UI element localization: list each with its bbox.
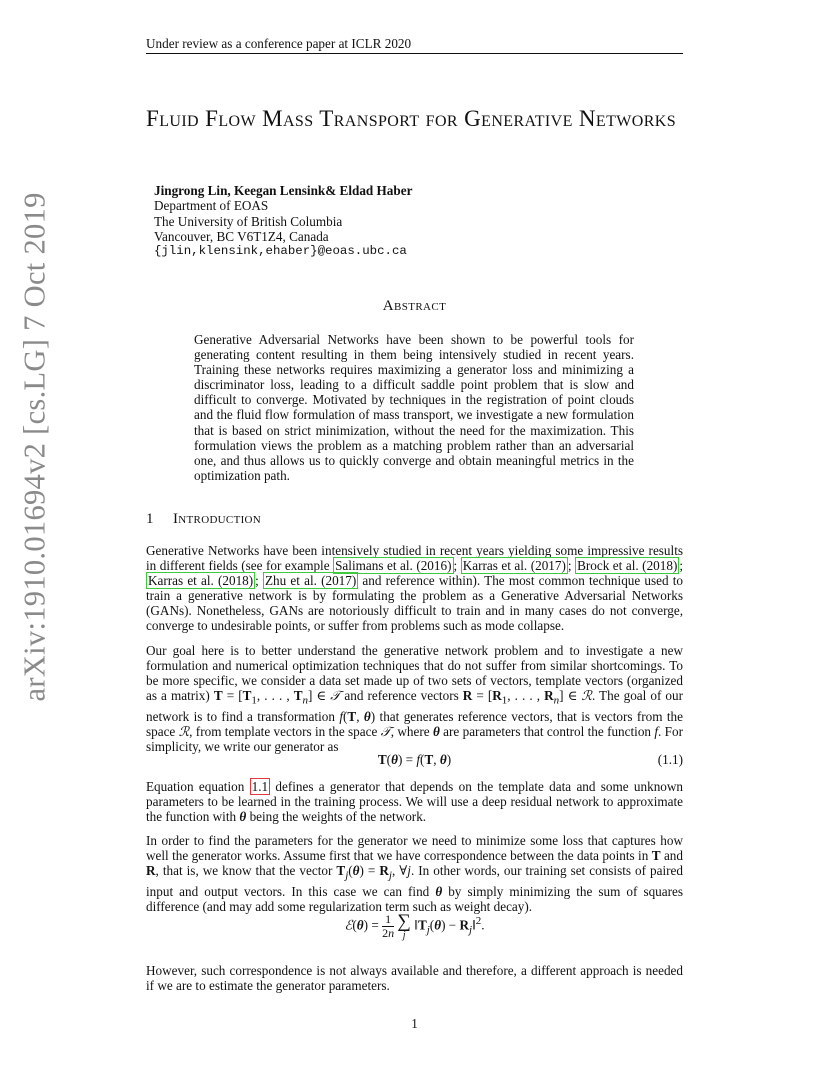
author-names: Jingrong Lin, Keegan Lensink& Eldad Haber xyxy=(154,183,413,198)
abstract-heading: Abstract xyxy=(382,298,447,314)
paper-title: Fluid Flow Mass Transport for Generative Networks xyxy=(146,106,677,131)
equation-label: (1.1) xyxy=(657,752,683,767)
header-rule xyxy=(146,53,683,54)
section-title: Introduction xyxy=(173,511,262,527)
section-heading xyxy=(146,511,261,528)
intro-paragraph-2: Our goal here is to better understand the generative network problem and to investigate a new formulation and numerical optimization techniques that do not suffer from similar shortcomings. To be more specific, we consider a data set made up of two sets of vectors, template vectors (organized as a matrix) $T = [T_1$, . . . , $T_n$] ∈ 𝒯 and reference vectors $R = [R_1$, . . . , $R_n$] ∈ ℛ. The goal of our network is to find a transformation f(T, θ) that generates reference vectors, that is vectors from the space ℛ, from template vectors in the space 𝒯, where θ are parameters that control the function f. For simplicity, we write our generator as xyxy=(146,643,684,755)
author-address: Vancouver, BC V6T1Z4, Canada xyxy=(154,228,329,244)
intro-paragraph-1: Generative Networks have been intensively studied in recent years yielding some impressive results in different fields (see for example Salimans et al. (2016) ; Karras et al. (2017) ; Brock et al. (2018) ; Karras et al. (2018) ; Zhu et al. (2017) and reference within). The most common technique used to train a generative network is by formulating the problem as a Generative Adversarial Networks (GANs). Nonetheless, GANs are notoriously difficult to train and in many cases do not converge, converge to undesirable points, or suffer from problems such as mode collapse. xyxy=(146,543,684,634)
author-email: {jlin,klensink,ehaber}@eoas.ubc.ca xyxy=(154,244,407,259)
intro-paragraph-3: Equation equation 1.1 defines a generator that depends on the template data and some unknown parameters to be learned in the training process. We will use a deep residual network to approximate the function with θ being the weights of the network. xyxy=(146,779,683,825)
abstract-text: Generative Adversarial Networks have been shown to be powerful tools for generating content resulting in them being intensively studied in recent years. Training these networks requires maximizing a generator loss and minimizing a discriminator loss, leading to a difficult saddle point problem that is slow and difficult to converge. Motivated by techniques in the registration of point clouds and the fluid flow formulation of mass transport, we investigate a new formulation that is based on strict minimization, without the need for the maximization. This formulation views the problem as a matching problem rather than an adversarial one, and thus allows us to quickly converge and obtain meaningful metrics in the optimization path. xyxy=(194,332,634,483)
author-university: The University of British Columbia xyxy=(154,213,343,229)
citation-link[interactable]: Karras et al. (2018) xyxy=(148,573,254,589)
page-number: 1 xyxy=(411,1016,418,1031)
running-header: Under review as a conference paper at ICLR 2020 xyxy=(146,36,412,51)
intro-paragraph-5: However, such correspondence is not always available and therefore, a different approach is needed if we are to estimate the generator parameters. xyxy=(146,963,683,994)
citation-link[interactable]: Zhu et al. (2017) xyxy=(265,573,357,589)
author-department: Department of EOAS xyxy=(154,198,269,214)
equation-reference-link[interactable]: 1.1 xyxy=(251,779,269,794)
arxiv-identifier: arXiv:1910.01694v2 [cs.LG] 7 Oct 2019 xyxy=(17,192,52,702)
intro-paragraph-4: In order to find the parameters for the generator we need to minimize some loss that captures how well the generator works. Assume first that we have correspondence between the data points in T and R, that is, we know that the vector $T_j(\theta) = R_j$, ∀j. In other words, our training set consists of paired input and output vectors. In this case we can find θ by simply minimizing the sum of squares difference (and may add some regularization term such as weight decay). xyxy=(146,833,683,915)
section-number: 1 xyxy=(146,511,154,527)
citation-link[interactable]: Karras et al. (2017) xyxy=(462,558,566,574)
author-block xyxy=(154,183,412,259)
citation-link[interactable]: Brock et al. (2018) xyxy=(577,558,678,574)
citation-link[interactable]: Salimans et al. (2016) xyxy=(335,558,452,574)
